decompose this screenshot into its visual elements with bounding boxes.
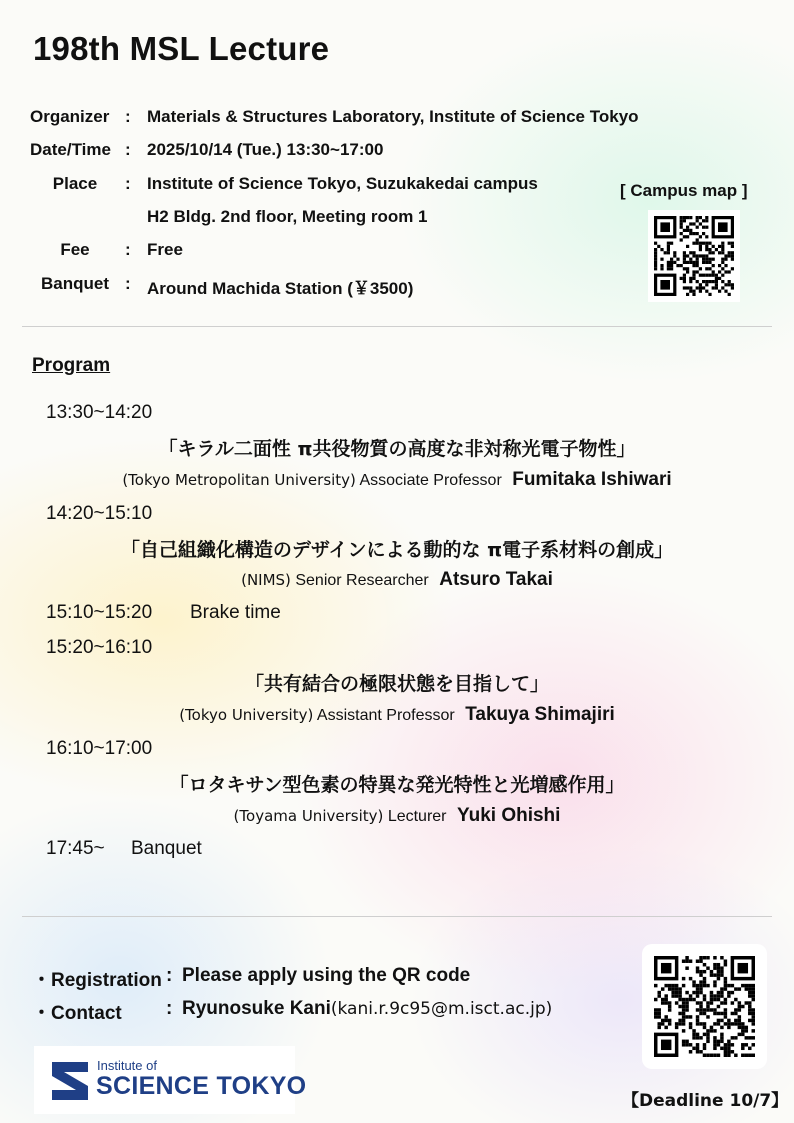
- page-title: 198th MSL Lecture: [33, 30, 330, 67]
- talk-3-title: 「共有結合の極限状態を目指して」: [244, 673, 549, 695]
- talk-3-affiliation: (Tokyo University): [179, 706, 314, 724]
- talk-1-speaker-name: Fumitaka Ishiwari: [512, 469, 672, 490]
- talk-1-affiliation: (Tokyo Metropolitan University): [122, 471, 356, 489]
- talk-1-speaker: [0, 469, 794, 491]
- break-label: Brake time: [190, 602, 281, 623]
- contact-name: Ryunosuke Kani: [182, 998, 331, 1019]
- contact-email[interactable]: (kani.r.9c95@m.isct.ac.jp): [330, 999, 553, 1019]
- talk-4-time: 16:10~17:00: [46, 738, 153, 759]
- divider-top: [22, 326, 772, 327]
- qr-code-icon: [654, 216, 734, 296]
- registration-qr-code[interactable]: [642, 944, 767, 1069]
- talk-3-position: Assistant Professor: [316, 707, 455, 724]
- registration-colon: :: [166, 965, 173, 986]
- talk-3-time: 15:20~16:10: [46, 637, 153, 658]
- talk-4-speaker-name: Yuki Ohishi: [456, 805, 561, 826]
- organizer-colon: :: [125, 107, 131, 126]
- place-value-line-2: H2 Bldg. 2nd floor, Meeting room 1: [147, 207, 428, 226]
- place-label: Place: [52, 174, 98, 193]
- talk-2-title: 「自己組織化構造のデザインによる動的な π電子系材料の創成」: [120, 539, 674, 561]
- datetime-colon: :: [125, 140, 131, 159]
- divider-bottom: [22, 916, 772, 917]
- talk-3-speaker: [0, 704, 794, 726]
- campus-map-label: [ Campus map ]: [620, 181, 748, 200]
- talk-2-speaker-name: Atsuro Takai: [439, 569, 553, 590]
- banquet-time: 17:45~: [46, 838, 105, 859]
- talk-1-time: 13:30~14:20: [46, 402, 153, 423]
- contact-colon: :: [166, 998, 173, 1019]
- break-time: 15:10~15:20: [46, 602, 153, 623]
- contact-label: ・Contact: [32, 1003, 122, 1024]
- organizer-value: Materials & Structures Laboratory, Institute of Science Tokyo: [147, 107, 639, 126]
- contact-value: [182, 998, 552, 1020]
- talk-1-title: 「キラル二面性 π共役物質の高度な非対称光電子物性」: [158, 438, 636, 460]
- talk-2-time: 14:20~15:10: [46, 503, 153, 524]
- talk-3-speaker-name: Takuya Shimajiri: [465, 704, 615, 725]
- place-colon: :: [125, 174, 131, 193]
- deadline-label: 【Deadline 10/7】: [622, 1091, 789, 1111]
- science-tokyo-emblem-icon: [46, 1058, 96, 1104]
- banquet-program-label: Banquet: [131, 838, 202, 859]
- talk-2-speaker: [0, 569, 794, 591]
- talk-1-position: Associate Professor: [359, 472, 502, 489]
- place-value-line-1: Institute of Science Tokyo, Suzukakedai campus: [147, 174, 538, 193]
- registration-label: ・Registration: [32, 970, 162, 991]
- talk-4-position: Lecturer: [387, 808, 447, 825]
- talk-2-affiliation: (NIMS): [241, 571, 291, 589]
- talk-2-position: Senior Researcher: [295, 572, 429, 589]
- banquet-colon: :: [125, 274, 131, 293]
- registration-value: Please apply using the QR code: [182, 965, 471, 986]
- campus-map-qr-code[interactable]: [648, 210, 740, 302]
- fee-label: Fee: [60, 240, 90, 259]
- talk-4-title: 「ロタキサン型色素の特異な発光特性と光増感作用」: [169, 774, 625, 796]
- banquet-value: Around Machida Station (￥3500): [147, 279, 414, 298]
- datetime-label: Date/Time: [30, 140, 111, 159]
- talk-4-speaker: [0, 805, 794, 827]
- program-heading: Program: [32, 355, 111, 376]
- talk-4-affiliation: (Toyama University): [233, 807, 384, 825]
- qr-code-icon: [654, 956, 755, 1057]
- logo-text-small: Institute of: [97, 1058, 157, 1073]
- fee-value: Free: [147, 240, 183, 259]
- fee-colon: :: [125, 240, 131, 259]
- organizer-label: Organizer: [30, 107, 110, 126]
- banquet-label: Banquet: [41, 274, 109, 293]
- logo-text-big: SCIENCE TOKYO: [96, 1072, 307, 1100]
- datetime-value: 2025/10/14 (Tue.) 13:30~17:00: [147, 140, 384, 159]
